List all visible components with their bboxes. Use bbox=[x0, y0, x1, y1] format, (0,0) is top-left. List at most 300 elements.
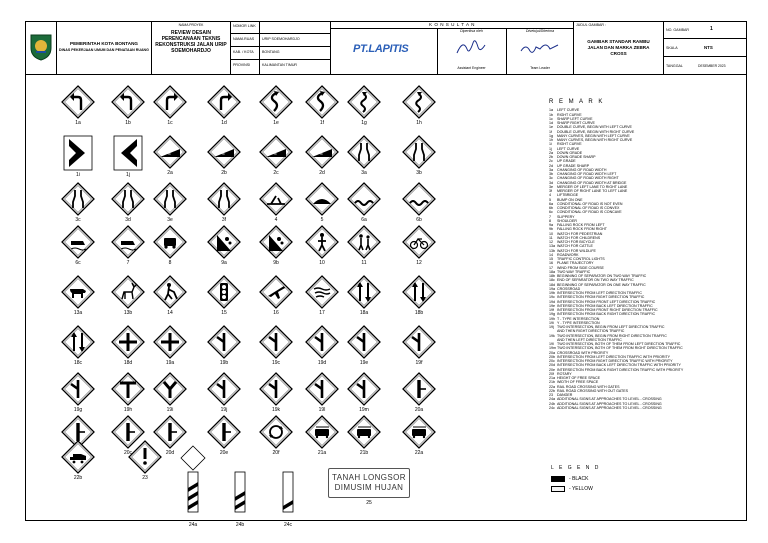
remark-code: 1f bbox=[549, 129, 552, 134]
remark-code: 19j bbox=[549, 325, 554, 329]
remark-text: DOUBLE CURVE, BEGIN WITH LEFT CURVE bbox=[557, 125, 632, 130]
field-value: BONTANG bbox=[262, 50, 280, 54]
cattle-icon bbox=[61, 275, 95, 309]
road-narrows-icon bbox=[207, 182, 241, 216]
remark-text: WATCH FOR PEDESTRIAN bbox=[557, 231, 603, 236]
remark-code: 1j bbox=[549, 146, 552, 151]
remark-code: 3f bbox=[549, 189, 552, 193]
pedestrian-icon bbox=[305, 225, 339, 259]
sign-label: 1a bbox=[75, 120, 81, 126]
sign-19g bbox=[61, 372, 95, 412]
slippery-icon bbox=[61, 225, 95, 259]
remark-code: 18b bbox=[549, 274, 555, 278]
legend-yellow-text: YELLOW bbox=[571, 486, 593, 492]
sign-label: 19d bbox=[317, 360, 327, 366]
uneven-road-icon bbox=[402, 182, 436, 216]
no-gambar-row bbox=[664, 21, 747, 39]
sign-label: 6a bbox=[361, 217, 367, 223]
svg-text:%: % bbox=[221, 151, 225, 156]
sign-7 bbox=[111, 225, 145, 265]
remark-code: 24b bbox=[549, 401, 555, 406]
sign-18d bbox=[111, 325, 145, 365]
bicycle-icon bbox=[402, 225, 436, 259]
sign-label: 12 bbox=[416, 260, 422, 266]
remark-code: 21b bbox=[549, 380, 555, 385]
sign-label: 2a bbox=[167, 170, 173, 176]
children-icon bbox=[347, 225, 381, 259]
sign-6b bbox=[402, 182, 436, 222]
sign-1f bbox=[305, 85, 339, 125]
remark-text: INTERSECTION FROM FRONT RIGHT DIRECTION TRAFFIC bbox=[557, 308, 658, 312]
drawing-title: GAMBAR STANDAR RAMBU JALAN DAN MARKA ZEBRA CROSS bbox=[587, 39, 650, 56]
road-narrows-icon bbox=[153, 182, 187, 216]
remark-text: DOWN GRADE bbox=[557, 150, 583, 155]
signer-1-name: Assistant Engineer bbox=[457, 66, 486, 70]
sign-label: 9a bbox=[221, 260, 227, 266]
sign-label: 1c bbox=[167, 120, 173, 126]
intersection-icon bbox=[347, 325, 381, 359]
crossroad-icon bbox=[153, 325, 187, 359]
exclamation-icon bbox=[128, 440, 162, 474]
sign-13a bbox=[61, 275, 95, 315]
sign-label: 21b bbox=[359, 450, 369, 456]
sign-17 bbox=[305, 275, 339, 315]
sign-label: 1g bbox=[361, 120, 367, 126]
sign-label: 3e bbox=[167, 217, 173, 223]
y-junction-icon bbox=[153, 372, 187, 406]
remark-code: 3e bbox=[549, 184, 553, 189]
tanggal-value: DESEMBER 2023 bbox=[698, 64, 726, 68]
sign-label: 19g bbox=[73, 407, 83, 413]
uneven-road-icon bbox=[347, 182, 381, 216]
sign-23 bbox=[128, 440, 162, 480]
sign-label: 1b bbox=[125, 120, 131, 126]
remark-text: SHARP LEFT CURVE bbox=[557, 116, 593, 121]
remark-list bbox=[549, 108, 739, 410]
field-label: NAMA RUAS bbox=[233, 37, 255, 41]
remark-code: 12 bbox=[549, 240, 553, 244]
wind-icon bbox=[305, 275, 339, 309]
approach-post-icon bbox=[179, 444, 207, 516]
tanggal-row bbox=[664, 57, 747, 74]
sign-24b bbox=[226, 470, 254, 528]
remark-code: 2d bbox=[549, 163, 553, 168]
crossroad-icon bbox=[111, 325, 145, 359]
remark-item bbox=[549, 406, 739, 410]
signer-2-cell bbox=[506, 29, 574, 74]
skala-row bbox=[664, 39, 747, 57]
intersection-icon bbox=[347, 372, 381, 406]
two-way-icon bbox=[61, 325, 95, 359]
winding-road-icon bbox=[347, 85, 381, 119]
sign-14 bbox=[153, 275, 187, 315]
remark-code: 1g bbox=[549, 133, 553, 138]
sign-9b bbox=[259, 225, 293, 265]
legend-black-label: - BLACK bbox=[569, 476, 589, 482]
remark-code: 19k bbox=[549, 333, 555, 338]
remark-code: 15 bbox=[549, 257, 553, 261]
sign-label: 3b bbox=[416, 170, 422, 176]
remark-text: SHOULDER bbox=[557, 218, 577, 223]
remark-text: TWO INTERSECTION, BEGIN FROM LEFT DIRECTION TRAFFIC bbox=[557, 325, 665, 329]
intersection-icon bbox=[305, 325, 339, 359]
remark-code: 19i bbox=[549, 320, 554, 325]
remark-code: 7 bbox=[549, 214, 551, 219]
legend-yellow bbox=[551, 486, 600, 492]
project-cell bbox=[152, 21, 231, 74]
sign-22b bbox=[61, 440, 95, 480]
slippery-icon bbox=[111, 225, 145, 259]
sign-3f bbox=[207, 182, 241, 222]
sign-label: 19c bbox=[271, 360, 281, 366]
field-value: URIP SOEMOHARDJO bbox=[262, 37, 300, 41]
approach-post-icon bbox=[274, 470, 302, 516]
sign-label: 16 bbox=[273, 310, 279, 316]
sign-19e bbox=[347, 325, 381, 365]
sign-4 bbox=[259, 182, 293, 222]
intersection-icon bbox=[207, 372, 241, 406]
remark-text: LIFTBRIDGE bbox=[557, 193, 579, 198]
owner-line-2: DINAS PEKERJAAN UMUM DAN PENATAAN RUANG bbox=[59, 48, 149, 52]
sign-22a bbox=[402, 415, 436, 455]
remark-code: 18c bbox=[549, 278, 555, 283]
sign-label: 20d bbox=[165, 450, 175, 456]
remark-text: WATCH FOR CATTLE bbox=[557, 244, 593, 249]
sign-label: 17 bbox=[319, 310, 325, 316]
remark-text: SHARP RIGHT CURVE bbox=[557, 121, 595, 125]
remark-text: TWO INTERSECTION, BOTH OF THEM FROM RIGHT DIRECTION TRAFFIC bbox=[557, 346, 683, 351]
remark-text: PLANE TRAJECTORY bbox=[557, 261, 594, 266]
road-narrows-icon bbox=[111, 182, 145, 216]
remark-text: TWO WAY TRAFFIC bbox=[557, 269, 591, 274]
sign-1a bbox=[61, 85, 95, 125]
remark-text: DOWN GRADE SHARP bbox=[557, 155, 596, 159]
sign-label: 24b bbox=[235, 522, 245, 528]
sign-label: 11 bbox=[361, 260, 367, 266]
legend bbox=[551, 465, 600, 492]
no-gambar-label: NO. GAMBAR bbox=[666, 28, 689, 32]
remark-text: DOUBLE CURVE, BEGIN WITH RIGHT CURVE bbox=[557, 129, 635, 134]
sign-2a bbox=[153, 135, 187, 175]
double-curve-icon bbox=[259, 85, 293, 119]
sign-label: 6c bbox=[75, 260, 81, 266]
sign-label: 20e bbox=[219, 450, 229, 456]
chevron-left-icon bbox=[111, 135, 145, 171]
sign-5 bbox=[305, 182, 339, 222]
legend-black bbox=[551, 476, 600, 482]
sign-label: 1d bbox=[221, 120, 227, 126]
sign-label: 20a bbox=[414, 407, 424, 413]
remark-text: CROSSROAD bbox=[557, 286, 581, 291]
sign-label: 21a bbox=[317, 450, 327, 456]
intersection-icon bbox=[61, 372, 95, 406]
sign-label: 15 bbox=[221, 310, 227, 316]
rail-crossing-icon bbox=[347, 415, 381, 449]
remark-code: 10 bbox=[549, 231, 553, 236]
remark-code: 24c bbox=[549, 405, 555, 410]
sign-24a bbox=[179, 444, 207, 528]
intersection-icon bbox=[402, 325, 436, 359]
remark-code: 20d bbox=[549, 363, 555, 368]
remark-code: 19g bbox=[549, 312, 555, 317]
sign-19k bbox=[259, 372, 293, 412]
remark-code: 21a bbox=[549, 376, 555, 380]
deer-icon bbox=[111, 275, 145, 309]
sign-label: 9b bbox=[273, 260, 279, 266]
remark-text: ADDITIONAL SIGNS AT APPROACHES TO LEVEL - CROSSING bbox=[557, 397, 662, 402]
remark-text: FALLING ROCK FROM LEFT bbox=[557, 223, 605, 227]
sign-16 bbox=[259, 275, 293, 315]
road-narrows-icon bbox=[347, 135, 381, 169]
remark-code: 23 bbox=[549, 393, 553, 397]
remark-text: FALLING ROCK FROM RIGHT bbox=[557, 227, 607, 232]
remark-text: WATCH FOR BICYCLE bbox=[557, 240, 595, 244]
remark-text: HEIGHT OF FREE SPACE bbox=[557, 376, 600, 380]
sign-label: 18d bbox=[123, 360, 133, 366]
signer-1-role: Diperiksa oleh bbox=[460, 29, 483, 33]
remark-text: CONDITIONAL OF ROAD IS CONVEX bbox=[557, 206, 620, 210]
remark-text: ROADWORK bbox=[557, 252, 579, 257]
sign-label: 1h bbox=[416, 120, 422, 126]
field-row-1 bbox=[231, 21, 330, 34]
hill-icon bbox=[305, 135, 339, 169]
remark-text: MANY CURVES, BEGIN WITH LEFT CURVE bbox=[557, 133, 630, 138]
remark-text: RIGHT CURVE bbox=[557, 142, 582, 147]
sign-label: 3c bbox=[75, 217, 81, 223]
remark-code: 1a bbox=[549, 108, 553, 113]
sign-9a bbox=[207, 225, 241, 265]
consultant-logo-cell bbox=[331, 29, 438, 74]
yellow-swatch bbox=[551, 486, 565, 492]
sign-label: 24a bbox=[188, 522, 198, 528]
remark-code: 13b bbox=[549, 248, 555, 253]
remark-text: INTERSECTION FROM LEFT DIRECTION TRAFFIC WITH PRIORITY bbox=[557, 354, 671, 359]
sign-label: 10 bbox=[319, 260, 325, 266]
t-junction-icon bbox=[111, 372, 145, 406]
remark-code: 24a bbox=[549, 397, 555, 402]
field-row-2 bbox=[231, 34, 330, 47]
legend-black-text: BLACK bbox=[572, 476, 589, 482]
sign-2d bbox=[305, 135, 339, 175]
skala-label: SKALA bbox=[666, 46, 678, 50]
hill-icon bbox=[207, 135, 241, 169]
black-swatch bbox=[551, 476, 565, 482]
remark-text: INTERSECTION FROM RIGHT DIRECTION TRAFFIC WITH PRIORITY bbox=[557, 359, 673, 363]
remark-text: RIGHT CURVE bbox=[557, 112, 582, 117]
remark-text: DANGER bbox=[557, 393, 573, 397]
sign-20f bbox=[259, 415, 293, 455]
remark-text: ROTARY bbox=[557, 371, 572, 376]
sign-19c bbox=[259, 325, 293, 365]
remark-text: AND THEN RIGHT DIRECTION TRAFFIC bbox=[557, 329, 625, 334]
sign-label: 19m bbox=[359, 407, 369, 413]
sign-19h bbox=[111, 372, 145, 412]
remark-code: 1b bbox=[549, 112, 553, 117]
turn-right-icon bbox=[153, 85, 187, 119]
remark-text: T - TYPE INTERSECTION bbox=[557, 316, 600, 321]
sign-label: 2d bbox=[319, 170, 325, 176]
sign-label: 19b bbox=[219, 360, 229, 366]
remark-text: AND THEN LEFT DIRECTION TRAFFIC bbox=[557, 337, 622, 342]
sign-label: 19j bbox=[220, 407, 228, 413]
owner-cell bbox=[57, 21, 152, 74]
sign-3b bbox=[402, 135, 436, 175]
sign-20a bbox=[402, 372, 436, 412]
remark-code: 20b bbox=[549, 354, 555, 359]
remark-code: 9b bbox=[549, 227, 553, 232]
remark-text: TRAFFIC CONTROL LIGHTS bbox=[557, 257, 605, 261]
remark-text: INTERSECTION FROM BACK RIGHT DIRECTION TRAFFIC WITH PRIORITY bbox=[557, 367, 684, 372]
falling-rock-icon bbox=[207, 225, 241, 259]
sign-label: 19l bbox=[318, 407, 326, 413]
remark-code: 1e bbox=[549, 125, 553, 130]
remark-text: CONDITIONAL OF ROAD IS CONCAVE bbox=[557, 210, 622, 215]
remark-code: 17 bbox=[549, 265, 553, 270]
project-head: NAMA PROYEK bbox=[178, 23, 204, 27]
double-curve-icon bbox=[305, 85, 339, 119]
sign-6c bbox=[61, 225, 95, 265]
remark-code: 2a bbox=[549, 150, 553, 155]
remark-text: CHANGING OF ROAD WIDTH bbox=[557, 167, 607, 172]
sign-1h bbox=[402, 85, 436, 125]
legend-yellow-label: - YELLOW bbox=[569, 486, 593, 492]
project-name: REVIEW DESAIN PERENCANAAN TEKNIS REKONSTRUKSI JALAN URIP SOEMOHARDJO bbox=[155, 30, 227, 54]
sign-18b bbox=[402, 275, 436, 315]
sign-19d bbox=[305, 325, 339, 365]
remark-text: CONDITIONAL OF ROAD IS NOT EVEN bbox=[557, 201, 623, 206]
remark-text: Y - TYPE INTERSECTION bbox=[557, 320, 600, 325]
owner-line-1: PEMERINTAH KOTA BONTANG bbox=[70, 41, 138, 46]
sign-label: 2b bbox=[221, 170, 227, 176]
field-value: KALIMANTAN TIMUR bbox=[262, 63, 298, 67]
field-row-3 bbox=[231, 47, 330, 60]
sign-19b bbox=[207, 325, 241, 365]
remark-text: BEGINNING OF SEPARATOR ON TWO WAY TRAFFIC bbox=[557, 274, 647, 278]
roadwork-icon bbox=[153, 275, 187, 309]
remark-text: INTERSECTION FROM FRONT LEFT DIRECTION TRAFFIC bbox=[557, 299, 656, 304]
road-narrows-icon bbox=[61, 182, 95, 216]
intersection-icon bbox=[207, 325, 241, 359]
vehicle-icon bbox=[153, 225, 187, 259]
sign-1i bbox=[61, 135, 95, 178]
remark-code: 1d bbox=[549, 121, 553, 125]
sign-2b bbox=[207, 135, 241, 175]
rail-crossing-icon bbox=[402, 415, 436, 449]
remark-text: WATCH FOR WILDLIFE bbox=[557, 248, 596, 253]
sign-3a bbox=[347, 135, 381, 175]
remark-text: BUMP ON ONE bbox=[557, 197, 583, 202]
remark-text: INTERSECTION FROM LEFT DIRECTION TRAFFIC bbox=[557, 291, 642, 295]
remark-code: 3d bbox=[549, 180, 553, 185]
sign-18a bbox=[347, 275, 381, 315]
remark-code: 22a bbox=[549, 384, 555, 389]
remark-code: 19e bbox=[549, 303, 555, 308]
signer-1-cell bbox=[437, 29, 507, 74]
remark-text: ADDITIONAL SIGNS AT APPROACHES TO LEVEL - CROSSING bbox=[557, 401, 662, 406]
project-fields bbox=[231, 21, 331, 74]
sign-19j bbox=[207, 372, 241, 412]
svg-text:%: % bbox=[167, 151, 171, 156]
drawing-meta-cell bbox=[664, 21, 747, 74]
sign-19i bbox=[153, 372, 187, 412]
remark-text: BEGINNING OF SEPARATOR ON ONE WAY TRAFFIC bbox=[557, 282, 646, 287]
remark-text: INTERSECTION FROM BACK RIGHT DIRECTION TRAFFIC bbox=[557, 312, 656, 317]
sign-3d bbox=[111, 182, 145, 222]
remark-text: CROSSROAD WITH PRIORITY bbox=[557, 350, 609, 355]
legend-heading: L E G E N D bbox=[551, 465, 601, 471]
hill-icon bbox=[153, 135, 187, 169]
sign-label: 19i bbox=[166, 407, 174, 413]
svg-text:%: % bbox=[319, 151, 323, 156]
sign-11 bbox=[347, 225, 381, 265]
remark-text: END OF SEPARATOR ON TWO WAY TRAFFIC bbox=[557, 278, 634, 283]
remark-text: INTERSECTION FROM BACK LEFT DIRECTION TRAFFIC bbox=[557, 303, 653, 308]
remark-text: CHANGING OF ROAD WIDTH LEFT bbox=[557, 172, 617, 176]
sign-label: 19e bbox=[359, 360, 369, 366]
sign-label: 19f bbox=[415, 360, 423, 366]
remark-code: 1h bbox=[549, 138, 553, 142]
remark-text: WIND FROM SIDE COURSE bbox=[557, 265, 604, 270]
field-label: PROVINSI bbox=[233, 63, 251, 67]
supplementary-plate bbox=[328, 468, 410, 498]
sign-label: 22a bbox=[414, 450, 424, 456]
sign-label: 6b bbox=[416, 217, 422, 223]
signature-1-icon bbox=[451, 37, 491, 59]
sign-label: 23 bbox=[142, 475, 148, 481]
remark-text: RAIL ROAD CROSSING WITH GATES bbox=[557, 384, 620, 389]
remark-text: WATCH FOR CHILDRENS bbox=[557, 235, 601, 240]
sign-label: 19a bbox=[165, 360, 175, 366]
winding-road-icon bbox=[402, 85, 436, 119]
sign-13b bbox=[111, 275, 145, 315]
remark-text: MERGER OF RIGHT LANE TO LEFT LANE bbox=[557, 189, 628, 193]
sign-2c bbox=[259, 135, 293, 175]
consultant-logo: PT.LAPITIS bbox=[353, 43, 409, 55]
field-row-4 bbox=[231, 60, 330, 74]
sign-label: 13b bbox=[123, 310, 133, 316]
sign-label: 24c bbox=[283, 522, 293, 528]
sign-6a bbox=[347, 182, 381, 222]
drawing-title-cell bbox=[574, 21, 664, 74]
lifting-bridge-icon bbox=[259, 182, 293, 216]
sign-1e bbox=[259, 85, 293, 125]
sign-label: 1i bbox=[76, 172, 80, 178]
turn-right-icon bbox=[207, 85, 241, 119]
remark-code: 20a bbox=[549, 350, 555, 355]
remark-code: 19a bbox=[549, 286, 555, 291]
remark-code: 4 bbox=[549, 193, 551, 198]
remark-code: 19c bbox=[549, 295, 555, 300]
remark-code: 20c bbox=[549, 359, 555, 363]
sign-label: 1f bbox=[319, 120, 325, 126]
rail-crossing-icon bbox=[305, 415, 339, 449]
remark-code: 3b bbox=[549, 172, 553, 176]
sign-label: 1j bbox=[126, 172, 130, 178]
two-way-icon bbox=[347, 275, 381, 309]
signer-2-role: Disetujui/Diterima bbox=[525, 29, 555, 33]
remark-code: 20f bbox=[549, 371, 554, 376]
sign-15 bbox=[207, 275, 241, 315]
city-emblem-icon bbox=[28, 32, 54, 62]
sign-1g bbox=[347, 85, 381, 125]
priority-icon bbox=[207, 415, 241, 449]
sign-label: 19h bbox=[123, 407, 133, 413]
hill-icon bbox=[259, 135, 293, 169]
sign-label: 1e bbox=[273, 120, 279, 126]
sign-20e bbox=[207, 415, 241, 455]
remark-text: UP GRADE bbox=[557, 159, 576, 164]
traffic-light-icon bbox=[207, 275, 241, 309]
